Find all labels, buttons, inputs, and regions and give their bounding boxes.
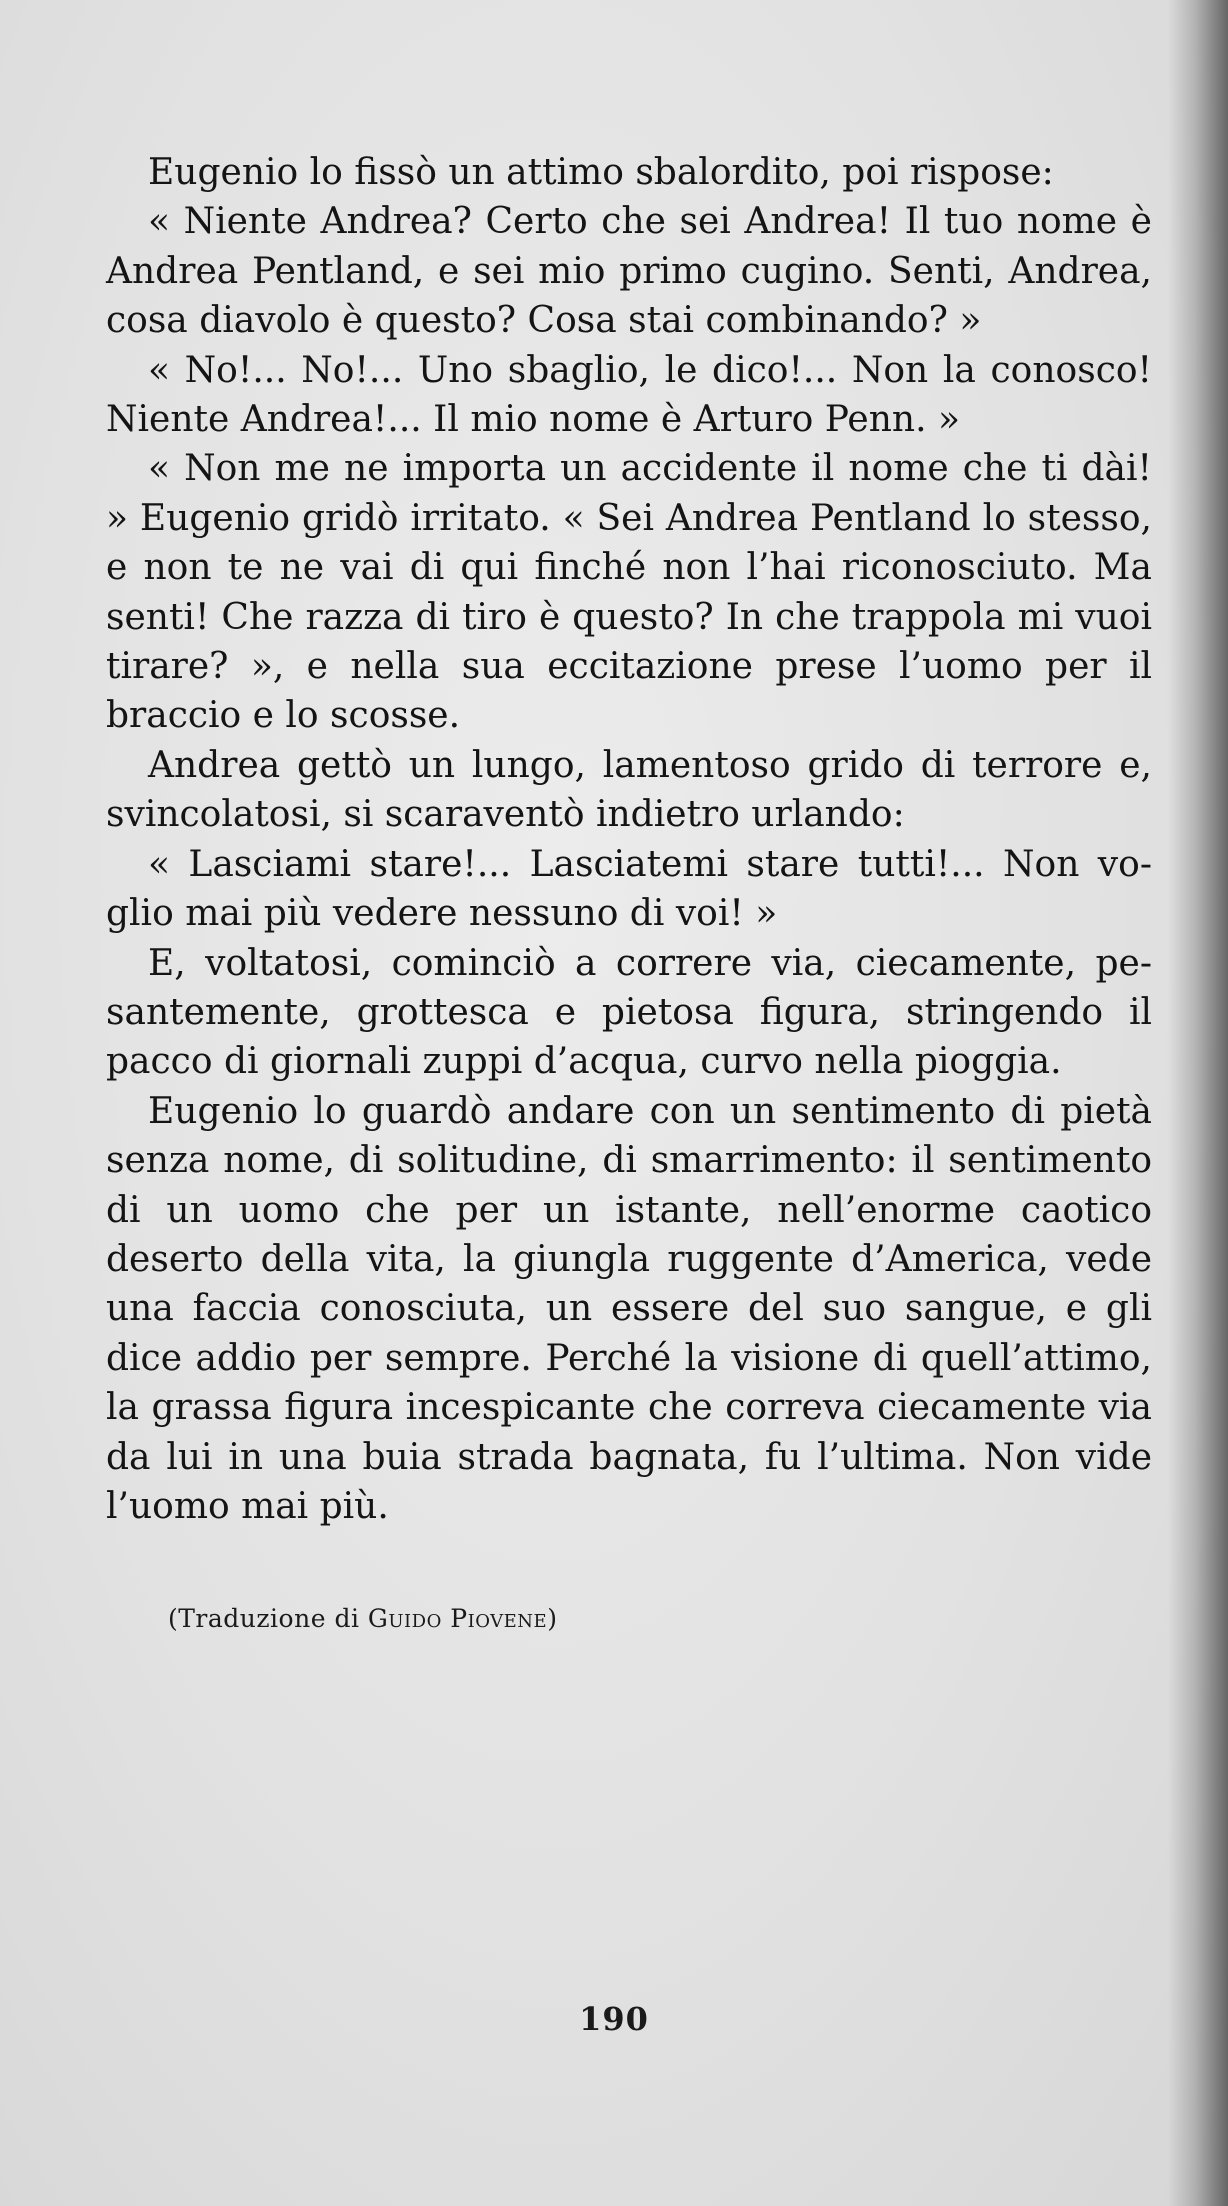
body-text [106, 148, 1152, 1531]
credit-suffix: ) [547, 1604, 558, 1633]
paragraph: « No!... No!... Uno sbaglio, le dico!... Non la conosco! Niente Andrea!... Il mio nome è Arturo Penn. » [106, 349, 1152, 441]
paragraph: E, voltatosi, cominciò a correre via, ciecamente, pesantemente, grottesca e pietosa figura, stringendo il pacco di giornali zuppi d’acqua, curvo nella pioggia. [106, 942, 1152, 1083]
paragraph: « Lasciami stare!... Lasciatemi stare tutti!... Non voglio mai più vedere nessuno di voi! » [106, 843, 1152, 935]
credit-prefix: (Traduzione di [168, 1604, 368, 1633]
page-number: 190 [579, 2000, 649, 2038]
paragraph: Eugenio lo fissò un attimo sbalordito, poi rispose: [148, 152, 1054, 193]
paragraph: « Niente Andrea? Certo che sei Andrea! Il tuo nome è Andrea Pentland, e sei mio primo cugino. Senti, Andrea, cosa diavolo è questo? Cosa stai combinando? » [106, 201, 1152, 342]
paragraph: « Non me ne importa un accidente il nome che ti dài! » Eugenio gridò irritato. « Sei Andrea Pentland lo stesso, e non te ne vai di qui finché non l’hai riconosciuto. Ma senti! Che razza di tiro è questo? In che trappola mi vuoi tirare? », e nella sua eccitazione prese l’uomo per il braccio e lo scosse. [106, 448, 1152, 737]
paragraph: Andrea gettò un lungo, lamentoso grido di terrore e, svincolatosi, si scaraventò indietro urlando: [106, 744, 1152, 836]
translation-credit [168, 1604, 557, 1633]
translator-name: Guido Piovene [367, 1604, 548, 1633]
paragraph: Eugenio lo guardò andare con un sentimento di pietà senza nome, di solitudine, di smarrimento: il sentimento di un uomo che per un istante, nell’enorme caotico deserto della vita, la giungla ruggente d’America, vede una faccia conosciuta, un essere del suo sangue, e gli dice addio per sempre. Perché la visione di quell’attimo, la grassa figura incespicante che correva ciecamente via da lui in una buia strada bagnata, fu l’ultima. Non vide l’uomo mai più. [106, 1090, 1152, 1527]
page-edge-shadow [1168, 0, 1228, 2206]
